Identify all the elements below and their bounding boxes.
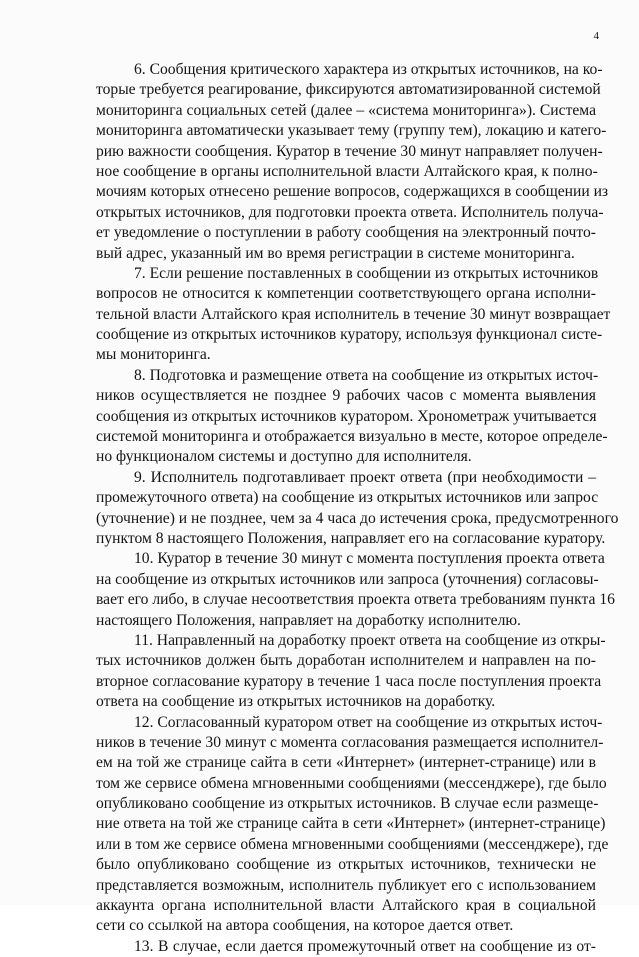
text-line: тых источников должен быть доработан исполнителем и направлен на по- — [96, 652, 596, 670]
text-line: представляется возможным, исполнитель публикует его с использованием — [96, 876, 596, 894]
text-line: торые требуется реагирование, фиксируются автоматизированной системой — [96, 81, 601, 99]
text-line: тельной власти Алтайского края исполнитель в течение 30 минут возвращает — [96, 305, 611, 323]
text-line: аккаунта органа исполнительной власти Алтайского края в социальной — [96, 897, 596, 915]
text-line: вопросов не относится к компетенции соответствующего органа исполни- — [96, 285, 596, 303]
text-line: было опубликовано сообщение из открытых источников, технически не — [96, 856, 596, 874]
text-line: или в том же сервисе обмена мгновенными сообщениями (мессенджере), где — [96, 835, 609, 853]
text-line: открытых источников, для подготовки проекта ответа. Исполнитель получа- — [96, 203, 604, 221]
text-line: 6. Сообщения критического характера из открытых источников, на ко- — [134, 61, 603, 78]
text-line: 10. Куратор в течение 30 минут с момента поступления проекта ответа — [134, 550, 605, 568]
text-line: ет уведомление о поступлении в работу сообщения на электронный почто- — [96, 224, 596, 242]
paragraph — [96, 549, 615, 631]
text-line: вает его либо, в случае несоответствия проекта ответа требованиям пункта 16 — [96, 591, 615, 609]
text-line: сообщение из открытых источников куратору, используя функционал систе- — [96, 326, 603, 344]
paragraph — [96, 264, 611, 366]
text-line: настоящего Положения, направляет на доработку исполнителю. — [96, 611, 521, 629]
text-line: мы мониторинга. — [96, 346, 211, 364]
text-line: мочиям которых отнесено решение вопросов, содержащихся в сообщении из — [96, 183, 609, 201]
text-line: системой мониторинга и отображается визуально в месте, которое определе- — [96, 428, 608, 446]
paragraph — [96, 60, 609, 264]
text-line: 9. Исполнитель подготавливает проект ответа (при необходимости – — [134, 468, 596, 486]
text-line: сети со ссылкой на автора сообщения, на которое дается ответ. — [96, 917, 514, 935]
text-line: 11. Направленный на доработку проект ответа на сообщение из откры- — [134, 631, 606, 649]
text-line: ное сообщение в органы исполнительной власти Алтайского края, к полно- — [96, 162, 598, 180]
text-line: ников в течение 30 минут с момента согласования размещается исполнител- — [96, 733, 604, 751]
text-line: вторное согласование куратору в течение 1 часа после поступления проекта — [96, 672, 602, 690]
text-line: ем на той же странице сайта в сети «Интернет» (интернет-странице) или в — [96, 754, 596, 772]
text-line: сообщения из открытых источников куратором. Хронометраж учитывается — [96, 407, 597, 425]
text-line: ответа на сообщение из открытых источников на доработку. — [96, 693, 496, 711]
text-line: 7. Если решение поставленных в сообщении из открытых источников — [134, 264, 599, 282]
text-line: вый адрес, указанный им во время регистрации в системе мониторинга. — [96, 244, 575, 262]
text-line: 8. Подготовка и размещение ответа на сообщение из открытых источ- — [134, 366, 599, 384]
text-line: пунктом 8 настоящего Положения, направляет его на согласование куратору. — [96, 529, 606, 547]
text-line: (уточнение) и не позднее, чем за 4 часа до истечения срока, предусмотренного — [96, 509, 619, 527]
text-line: промежуточного ответа) на сообщение из открытых источников или запрос — [96, 489, 599, 507]
paragraph — [96, 631, 606, 713]
paragraph — [96, 713, 609, 937]
text-line: 13. В случае, если дается промежуточный ответ на сообщение из от- — [134, 937, 596, 955]
paragraph — [96, 468, 619, 550]
text-line: опубликовано сообщение из открытых источников. В случае если размеще- — [96, 795, 599, 813]
text-line: рию важности сообщения. Куратор в течение 30 минут направляет получен- — [96, 142, 603, 160]
text-line: мониторинга социальных сетей (далее – «система мониторинга»). Система — [96, 101, 596, 119]
page-number: 4 — [593, 30, 599, 42]
text-line: том же сервисе обмена мгновенными сообщениями (мессенджере), где было — [96, 774, 607, 792]
text-line: на сообщение из открытых источников или запроса (уточнения) согласовы- — [96, 570, 599, 588]
paragraph — [96, 366, 608, 468]
text-line: мониторинга автоматически указывает тему (группу тем), локацию и катего- — [96, 122, 607, 140]
text-line: ников осуществляется не позднее 9 рабочих часов с момента выявления — [96, 387, 596, 405]
document-body — [96, 60, 619, 957]
text-line: 12. Согласованный куратором ответ на сообщение из открытых источ- — [134, 713, 603, 731]
paragraph — [96, 937, 596, 957]
text-line: ние ответа на той же странице сайта в сети «Интернет» (интернет-странице) — [96, 815, 606, 833]
text-line: но функционалом системы и доступно для исполнителя. — [96, 448, 472, 466]
